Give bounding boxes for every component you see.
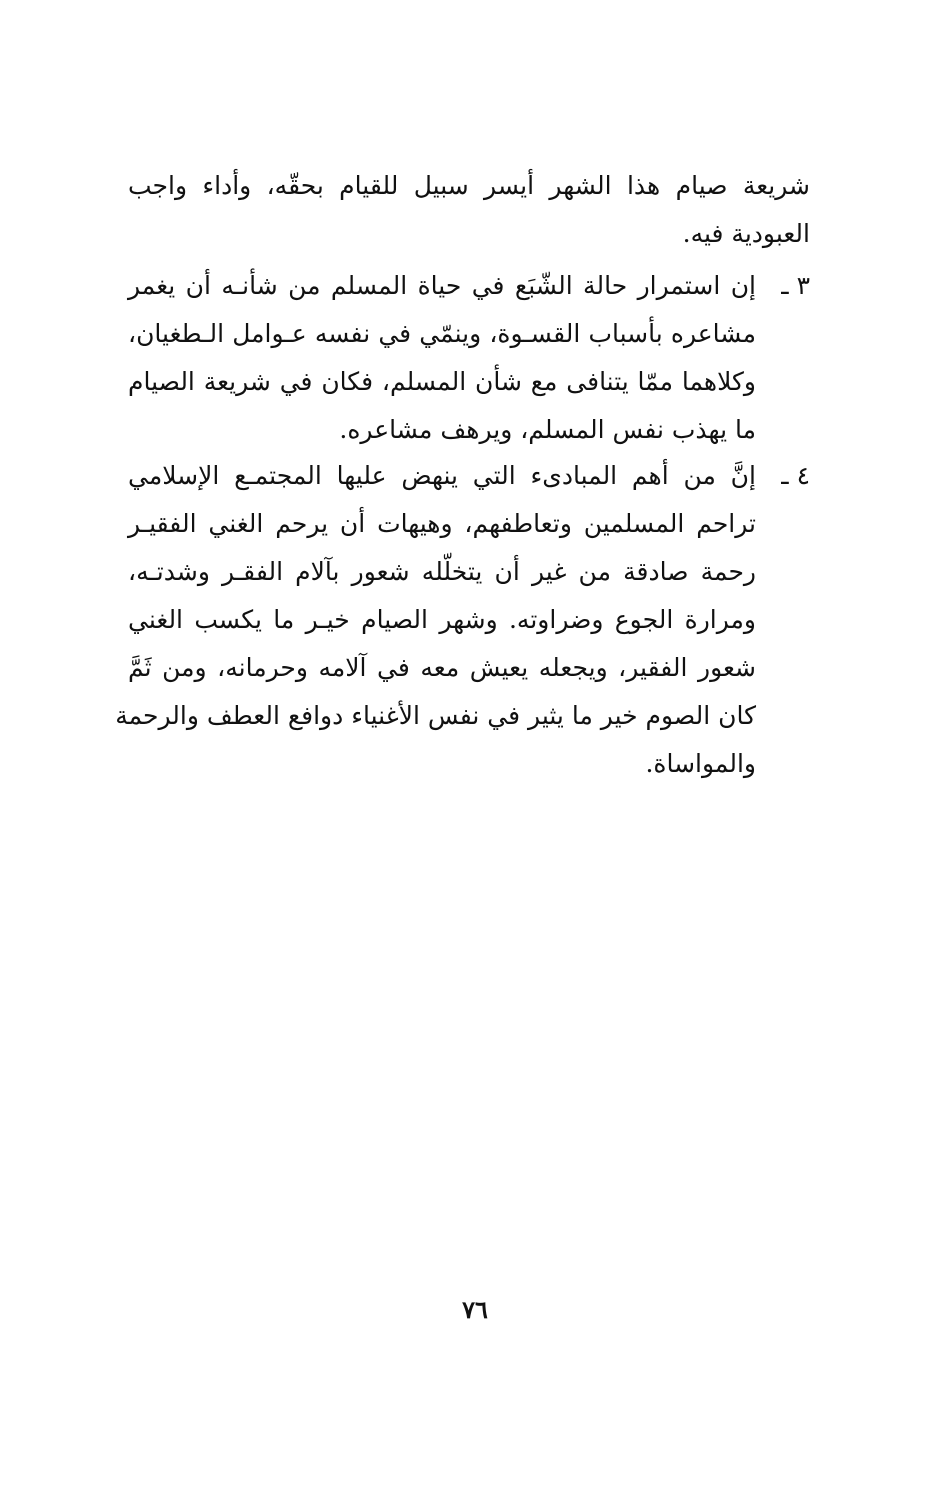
item-number: ٣ ـ [781,271,810,300]
text-line: شعور الفقير، ويجعله يعيش معه في آلامه وحرمانه، ومن ثَمَّ [128,653,756,682]
page-number: ٧٦ [462,1295,488,1324]
text-line: ومرارة الجوع وضراوته. وشهر الصيام خيـر ما يكسب الغني [128,605,756,634]
continuation-paragraph [128,162,810,258]
text-line: وكلاهما ممّا يتنافى مع شأن المسلم، فكان في شريعة الصيام [128,367,756,396]
item-number: ٤ ـ [781,461,810,490]
text-line: إن استمرار حالة الشّبَع في حياة المسلم من شأنـه أن يغمر [128,271,756,300]
item-body [115,452,756,788]
text-line: كان الصوم خير ما يثير في نفس الأغنياء دوافع العطف والرحمة [115,701,756,730]
text-line: مشاعره بأسباب القسـوة، وينمّي في نفسه عـوامل الـطغيان، [128,319,756,348]
text-line: والمواساة. [645,749,756,778]
text-line: ما يهذب نفس المسلم، ويرهف مشاعره. [339,415,756,444]
text-line: العبودية فيه. [682,219,810,248]
text-line: شريعة صيام هذا الشهر أيسر سبيل للقيام بحقّه، وأداء واجب [128,171,810,200]
list-item-4 [115,452,810,788]
list-item-3 [128,262,810,454]
text-line: تراحم المسلمين وتعاطفهم، وهيهات أن يرحم الغني الفقيـر [128,509,756,538]
text-line: إنَّ من أهم المبادىء التي ينهض عليها المجتمـع الإسلامي [128,461,756,490]
text-line: رحمة صادقة من غير أن يتخلّله شعور بآلام الفقـر وشدتـه، [128,557,756,586]
item-body [128,262,756,454]
